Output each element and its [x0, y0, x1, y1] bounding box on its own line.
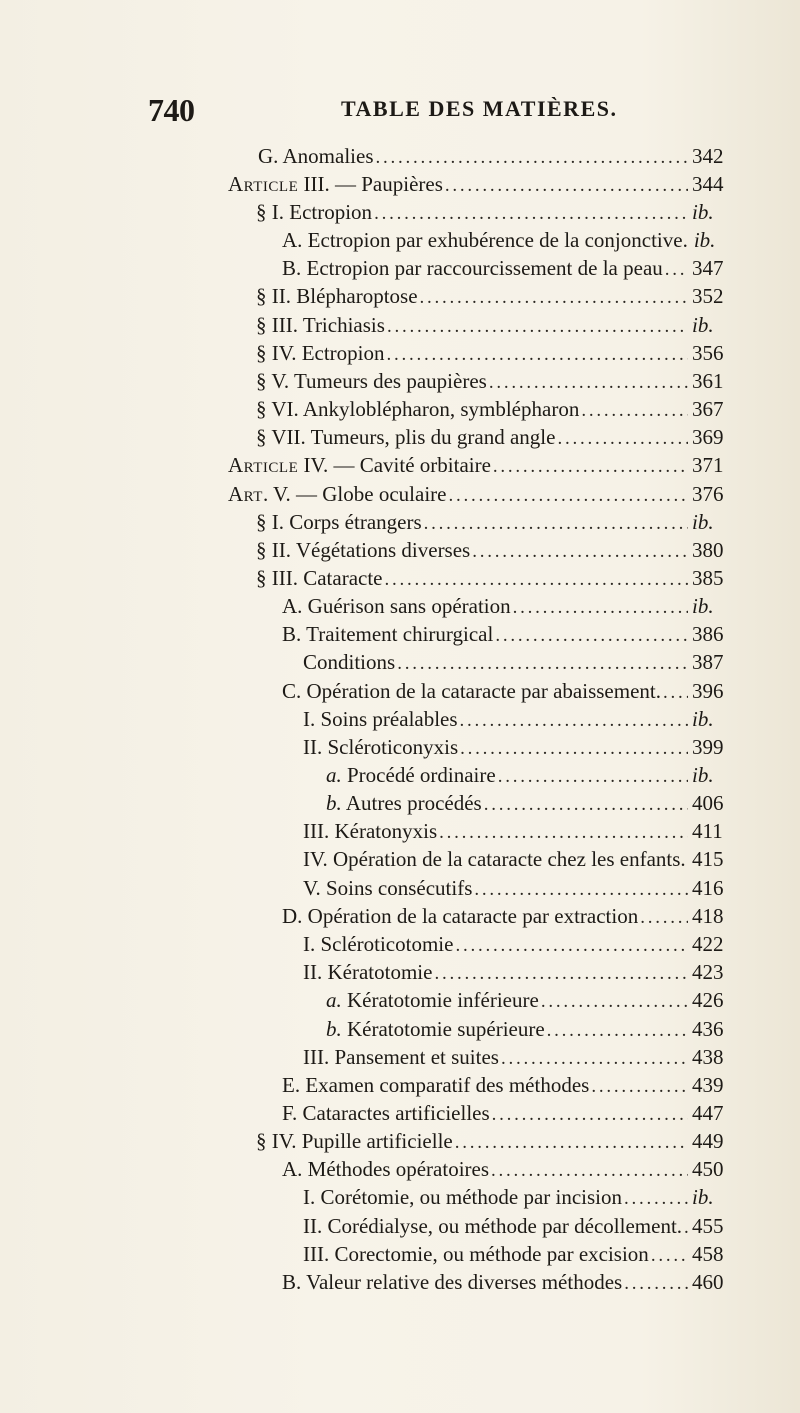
toc-entry-page: 406	[692, 791, 724, 815]
toc-entry-page: ib.	[692, 707, 714, 731]
toc-entry-label: V. Soins consécutifs	[303, 876, 473, 900]
toc-entry-page: 415	[692, 847, 724, 871]
running-title: TABLE DES MATIÈRES.	[341, 96, 618, 121]
toc-entry-label: III. Kératonyxis	[303, 819, 438, 843]
toc-entry-label: I. Soins préalables	[303, 707, 458, 731]
dot-leader	[539, 986, 688, 1016]
toc-entry-page: ib.	[692, 594, 714, 618]
toc-entry-page: 418	[692, 904, 724, 928]
toc-entry-label: II. Kératotomie	[303, 960, 433, 984]
toc-entry-page: ib.	[692, 313, 714, 337]
toc-entry-page: 356	[692, 341, 724, 365]
toc-entry-page: 423	[692, 960, 724, 984]
toc-entry-page: 422	[692, 932, 724, 956]
toc-entry-label: E. Examen comparatif des méthodes	[282, 1073, 590, 1097]
toc-entry-label: § II. Blépharoptose	[256, 284, 418, 308]
toc-entry	[256, 280, 744, 312]
toc-entry-label: a. Kératotomie inférieure	[326, 988, 539, 1012]
dot-leader	[491, 451, 688, 481]
toc-entry-label: III. Corectomie, ou méthode par excision	[303, 1242, 649, 1266]
toc-entry-page: 458	[692, 1242, 724, 1266]
toc-entry-page: ib.	[692, 510, 714, 534]
toc-entry-label: a. Procédé ordinaire	[326, 763, 496, 787]
toc-entry-page: 449	[692, 1129, 724, 1153]
toc-entry-label: b. Kératotomie supérieure	[326, 1017, 545, 1041]
toc-entry-page: 385	[692, 566, 724, 590]
toc-entry-page: 411	[692, 819, 723, 843]
toc-entry-label: § I. Ectropion	[256, 200, 373, 224]
dot-leader	[418, 282, 688, 312]
toc-entry-label: Conditions	[303, 650, 396, 674]
toc-entry-page: 436	[692, 1017, 724, 1041]
toc-entry-label: C. Opération de la cataracte par abaissement.	[282, 679, 661, 703]
toc-entry-page: 399	[692, 735, 724, 759]
toc-entry-label: § I. Corps étrangers	[256, 510, 422, 534]
toc-entry-page: 352	[692, 284, 724, 308]
toc-entry-page: 367	[692, 397, 724, 421]
toc-entry	[303, 646, 744, 678]
toc-entry-page: 439	[692, 1073, 724, 1097]
toc-entry-page: 460	[692, 1270, 724, 1294]
toc-entry-label: § V. Tumeurs des paupières	[256, 369, 487, 393]
toc-entry-page: 344	[692, 172, 724, 196]
toc-entry	[303, 1181, 744, 1213]
toc-entry-label: Art. V. — Globe oculaire	[228, 482, 447, 506]
toc-entry-label: III. Pansement et suites	[303, 1045, 499, 1069]
toc-entry-label: A. Méthodes opératoires	[282, 1157, 490, 1181]
toc-entry-label: IV. Opération de la cataracte chez les enfants.	[303, 847, 686, 871]
toc-entry-page: 380	[692, 538, 724, 562]
page-header	[148, 92, 748, 132]
toc-entry	[228, 449, 744, 481]
toc-entry-page: 438	[692, 1045, 724, 1069]
toc-entry-label: B. Ectropion par raccourcissement de la peau	[282, 256, 663, 280]
toc-entry-label: § VI. Ankyloblépharon, symblépharon	[256, 397, 580, 421]
page-number: 740	[148, 92, 195, 128]
toc-entry-label: II. Scléroticonyxis	[303, 735, 459, 759]
toc-entry	[326, 984, 744, 1016]
toc-entry-label: I. Corétomie, ou méthode par incision	[303, 1185, 623, 1209]
toc-entry-label: b. Autres procédés	[326, 791, 482, 815]
toc-entry-label: B. Traitement chirurgical	[282, 622, 494, 646]
toc-entry-label: § III. Cataracte	[256, 566, 383, 590]
toc-entry-page: 387	[692, 650, 724, 674]
toc-entry-page: 426	[692, 988, 724, 1012]
toc-entry-page: 416	[692, 876, 724, 900]
toc-entry-page: 347	[692, 256, 724, 280]
toc-entry-label: Article IV. — Cavité orbitaire	[228, 453, 491, 477]
toc-entry-page: 396	[692, 679, 724, 703]
toc-entry-label: II. Corédialyse, ou méthode par décollement.	[303, 1214, 683, 1238]
toc-entry-label: F. Cataractes artificielles	[282, 1101, 490, 1125]
toc-entry-page: ib.	[692, 200, 714, 224]
toc-entry-label: G. Anomalies	[258, 144, 374, 168]
toc-entry-page: 455	[692, 1214, 724, 1238]
toc-entry-label: § VII. Tumeurs, plis du grand angle	[256, 425, 556, 449]
toc-entry-label: A. Ectropion par exhubérence de la conjonctive.	[282, 228, 688, 252]
toc-entry-page: 376	[692, 482, 724, 506]
toc-entry-page: ib.	[693, 228, 716, 252]
toc-entry	[303, 843, 744, 875]
toc-entry-label: I. Scléroticotomie	[303, 932, 454, 956]
toc-entry-label: § III. Trichiasis	[256, 313, 385, 337]
toc-entry-label: § II. Végétations diverses	[256, 538, 471, 562]
dot-leader	[395, 648, 688, 678]
toc-entry-label: § IV. Ectropion	[256, 341, 385, 365]
toc-entry	[282, 1266, 744, 1298]
toc-entry-page: 361	[692, 369, 724, 393]
toc-entry-label: A. Guérison sans opération	[282, 594, 511, 618]
toc-entry-page: 369	[692, 425, 724, 449]
toc-entry-label: B. Valeur relative des diverses méthodes	[282, 1270, 623, 1294]
toc-entry-page: 447	[692, 1101, 724, 1125]
dot-leader	[622, 1268, 688, 1298]
toc-entry-page: 371	[692, 453, 724, 477]
toc-entry-page: ib.	[692, 763, 714, 787]
toc-entry-page: ib.	[692, 1185, 714, 1209]
toc-entry-page: 450	[692, 1157, 724, 1181]
toc-entry-page: 342	[692, 144, 724, 168]
dot-leader	[622, 1183, 688, 1213]
toc-entry-label: § IV. Pupille artificielle	[256, 1129, 453, 1153]
toc-entry-label: Article III. — Paupières	[228, 172, 443, 196]
toc-entry-page: 386	[692, 622, 724, 646]
toc-entry-label: D. Opération de la cataracte par extraction	[282, 904, 639, 928]
